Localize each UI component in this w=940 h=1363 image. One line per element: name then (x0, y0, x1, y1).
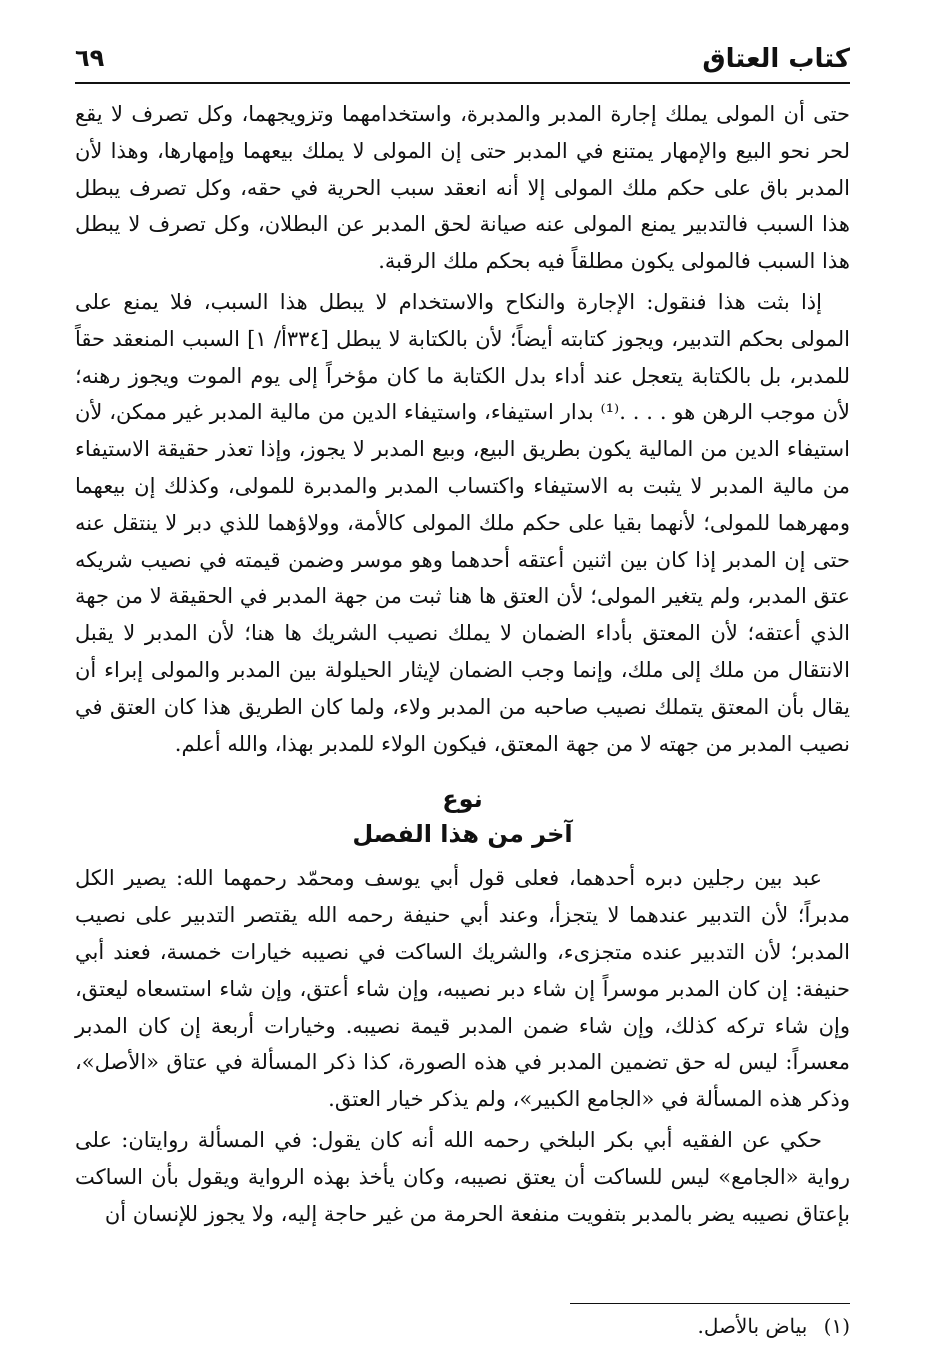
paragraph: حكي عن الفقيه أبي بكر البلخي رحمه الله أنه كان يقول: في المسألة روايتان: على رواية «الجامع» ليس للساكت أن يعتق نصيبه، وكان يأخذ بهذه الرواية ويقول بأن الساكت بإعتاق نصيبه يضر بالمدبر بتفويت منفعة الحرمة من غير حاجة إليه، ولا يجوز للإنسان أن (75, 1127, 850, 1226)
paragraph: حتى أن المولى يملك إجارة المدبر والمدبرة، واستخدامهما وتزويجهما، وكل تصرف لا يقع لحر نحو البيع والإمهار يمتنع في المدبر حتى إن المولى لا يملك بيعهما وإمهارها، وهذا لأن المدبر باق على حكم ملك المولى إلا أنه انعقد سبب الحرية في حقه، وكل تصرف يبطل هذا السبب فالتدبير يمنع المولى عنه صيانة لحق المدبر عن البطلان، وكل تصرف لا يبطل هذا السبب فالمولى يكون مطلقاً فيه بحكم ملك الرقبة. (75, 102, 850, 274)
footnote-number: (١) (823, 1314, 850, 1338)
footnote (697, 1310, 850, 1342)
paragraph: عبد بين رجلين دبره أحدهما، فعلى قول أبي يوسف ومحمّد رحمهما الله: يصير الكل مدبراً؛ لأن التدبير عندهما لا يتجزأ، وعند أبي حنيفة رحمه الله يقتصر التدبير على نصيب المدبر؛ لأن التدبير عنده متجزىء، والشريك الساكت في نصيبه خيارات خمسة، فعند أبي حنيفة: إن كان المدبر موسراً إن شاء دبر نصيبه، وإن شاء أعتق، وإن شاء استسعاه ليعتق، وإن شاء تركه كذلك، وإن شاء ضمن المدبر قيمة نصيبه. وخيارات أربعة إن كان المدبر معسراً: ليس له حق تضمين المدبر في هذه الصورة، كذا ذكر المسألة في عتاق «الأصل»، وذكر هذه المسألة في «الجامع الكبير»، ولم يذكر خيار العتق. (75, 866, 850, 1112)
running-title: كتاب العتاق (702, 44, 850, 74)
page-header (75, 40, 850, 84)
footnote-text: بياض بالأصل. (697, 1314, 808, 1338)
footnote-divider (570, 1303, 850, 1304)
page-number: ٦٩ (75, 44, 105, 72)
page-body (75, 96, 850, 1232)
section-heading: نوع (442, 785, 483, 814)
paragraph: إذا بثت هذا فنقول: الإجارة والنكاح والاستخدام لا يبطل هذا السبب، فلا يمنع على المولى بحكم التدبير، ويجوز كتابته أيضاً؛ لأن بالكتابة لا يبطل [٣٣٤أ/ ١] السبب المنعقد حقاً للمدبر، بل بالكتابة يتعجل عند أداء بدل الكتابة ما كان مؤخراً إلى يوم الموت ويجوز رهنه؛ لأن موجب الرهن هو . . . .⁽¹⁾ بدار استيفاء، واستيفاء الدين من مالية المدبر غير ممكن، لأن استيفاء الدين من المالية يكون بطريق البيع، وبيع المدبر لا يجوز، وإذا تعذر حقيقة الاستيفاء من مالية المدبر لا يثبت به الاستيفاء واكتساب المدبر والمدبرة للمولى، وكذلك إن بيعهما ومهرهما للمولى؛ لأنهما بقيا على حكم ملك المولى كالأمة، وولاؤهما للذي دبر لا ينتقل عنه حتى إن المدبر إذا كان بين اثنين أعتقه أحدهما وهو موسر وضمن قيمته في نصيب شريكه عتق المدبر، ولم يتغير المولى؛ لأن العتق ها هنا ثبت من جهة المدبر في الحقيقة لا من جهة الذي أعتقه؛ لأن المعتق بأداء الضمان لا يملك نصيب الشريك ها هنا؛ لأن المدبر لا يقبل الانتقال من ملك إلى ملك، وإنما وجب الضمان لإيثار الحيلولة بين المدبر والمولى إبراء أن يقال بأن المعتق يتملك نصيب صاحبه من المدبر ولاء، ولما كان الطريق هذا كان العتق في نصيب المدبر من جهته لا من جهة المعتق، فيكون الولاء للمدبر بهذا، والله أعلم. (75, 289, 850, 756)
section-subheading: آخر من هذا الفصل (352, 820, 573, 849)
